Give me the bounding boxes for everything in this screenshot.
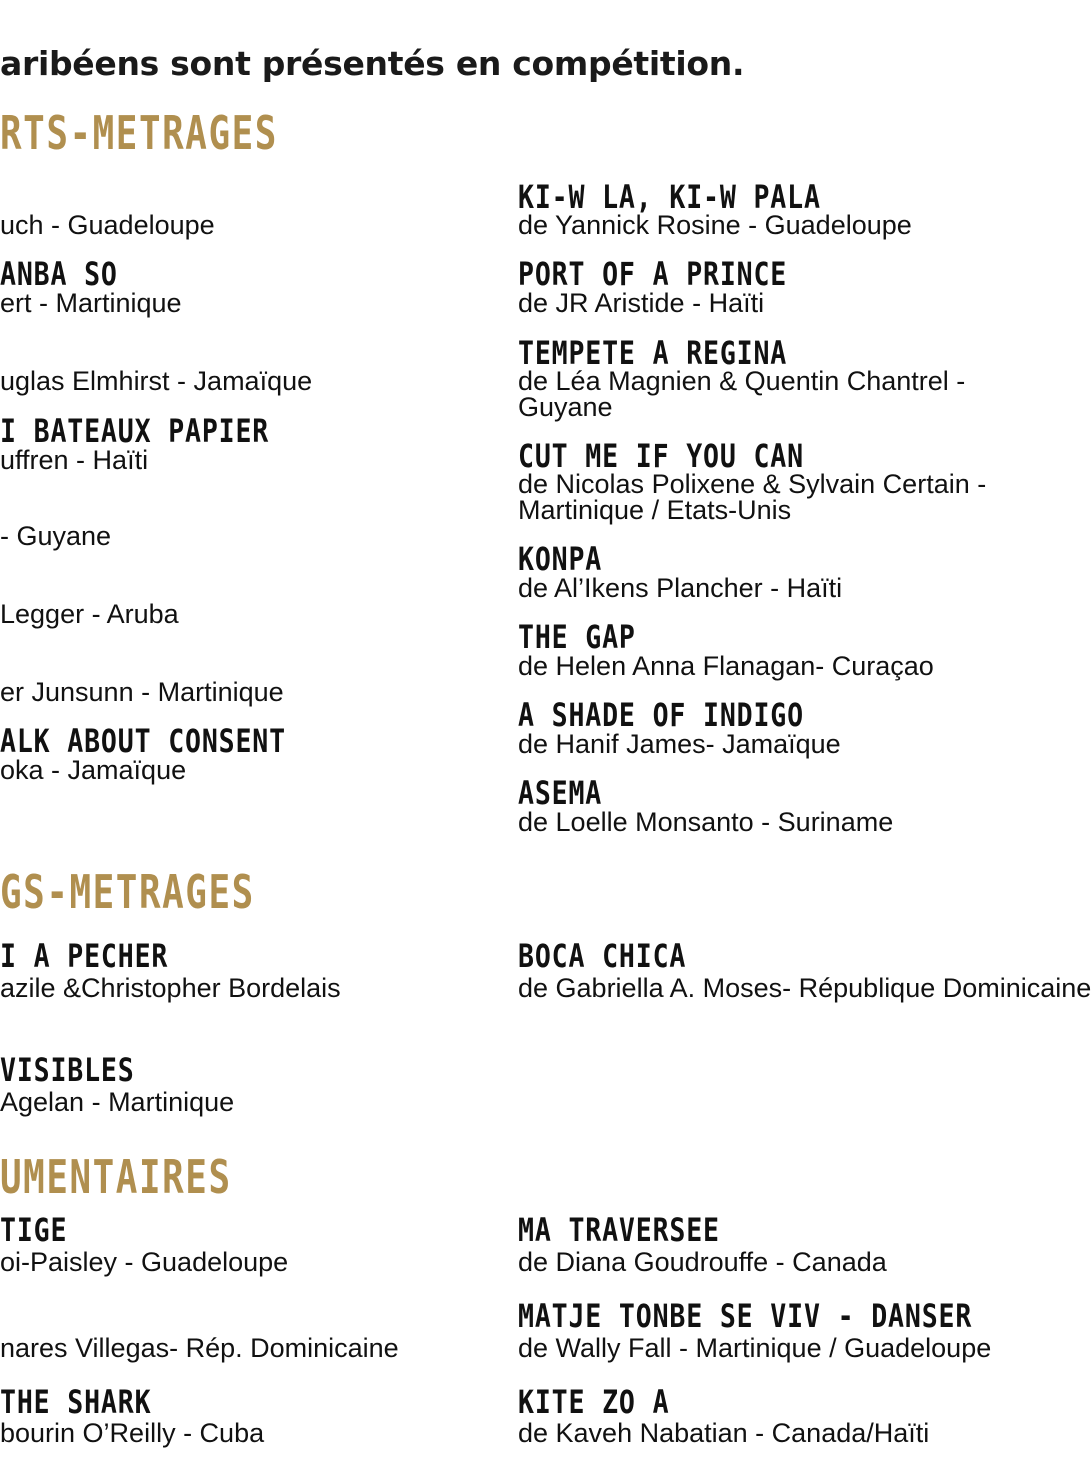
film-title: MATJE TONBE SE VIV - DANSER <box>518 1297 973 1335</box>
film-title: KI-W LA, KI-W PALA <box>518 178 821 216</box>
film-title: CUT ME IF YOU CAN <box>518 437 804 475</box>
film-title: KITE ZO A <box>518 1383 670 1421</box>
film-title: KONPA <box>518 540 603 578</box>
film-credit: bourin O’Reilly - Cuba <box>0 1418 265 1448</box>
film-credit: de Nicolas Polixene & Sylvain Certain - <box>518 469 987 499</box>
film-credit: azile &Christopher Bordelais <box>0 973 341 1003</box>
film-title: ANBA SO <box>0 255 118 293</box>
film-title: TIGE <box>0 1211 68 1249</box>
film-credit: de Yannick Rosine - Guadeloupe <box>518 210 912 240</box>
film-title: I BATEAUX PAPIER <box>0 412 270 450</box>
film-credit: de Kaveh Nabatian - Canada/Haïti <box>518 1418 930 1448</box>
film-title: PORT OF A PRINCE <box>518 255 788 293</box>
film-credit: de Al’Ikens Plancher - Haïti <box>518 573 843 603</box>
film-credit: de Hanif James- Jamaïque <box>518 729 841 759</box>
film-title: I A PECHER <box>0 937 169 975</box>
film-title: ASEMA <box>518 774 603 812</box>
film-credit: oka - Jamaïque <box>0 755 187 785</box>
film-title: MA TRAVERSEE <box>518 1211 720 1249</box>
film-credit: de Léa Magnien & Quentin Chantrel - <box>518 366 966 396</box>
film-credit: uffren - Haïti <box>0 445 149 475</box>
section-heading-documentaires: UMENTAIRES <box>0 1150 232 1204</box>
film-credit: de Helen Anna Flanagan- Curaçao <box>518 651 934 681</box>
film-title: THE GAP <box>518 618 636 656</box>
film-title: VISIBLES <box>0 1051 135 1089</box>
film-credit: de Diana Goudrouffe - Canada <box>518 1247 887 1277</box>
film-credit-line2: Martinique / Etats-Unis <box>518 495 792 525</box>
film-title: THE SHARK <box>0 1383 152 1421</box>
film-title: ALK ABOUT CONSENT <box>0 722 286 760</box>
film-credit: - Guyane <box>0 521 112 551</box>
section-heading-courts-metrages: RTS-METRAGES <box>0 106 278 160</box>
film-credit: de JR Aristide - Haïti <box>518 288 765 318</box>
film-credit: de Wally Fall - Martinique / Guadeloupe <box>518 1333 992 1363</box>
section-heading-longs-metrages: GS-METRAGES <box>0 865 255 919</box>
film-title: BOCA CHICA <box>518 937 687 975</box>
film-credit-line2: Guyane <box>518 392 613 422</box>
film-credit: oi-Paisley - Guadeloupe <box>0 1247 289 1277</box>
film-credit: nares Villegas- Rép. Dominicaine <box>0 1333 399 1363</box>
film-title: TEMPETE A REGINA <box>518 334 788 372</box>
intro-text: aribéens sont présentés en compétition. <box>0 44 745 83</box>
film-credit: uch - Guadeloupe <box>0 210 215 240</box>
film-credit: de Loelle Monsanto - Suriname <box>518 807 894 837</box>
film-title: A SHADE OF INDIGO <box>518 696 804 734</box>
film-credit: ert - Martinique <box>0 288 182 318</box>
film-credit: uglas Elmhirst - Jamaïque <box>0 366 313 396</box>
film-credit: Legger - Aruba <box>0 599 179 629</box>
film-credit: er Junsunn - Martinique <box>0 677 284 707</box>
film-credit: Agelan - Martinique <box>0 1087 235 1117</box>
film-credit: de Gabriella A. Moses- République Dominicaine <box>518 973 1091 1003</box>
